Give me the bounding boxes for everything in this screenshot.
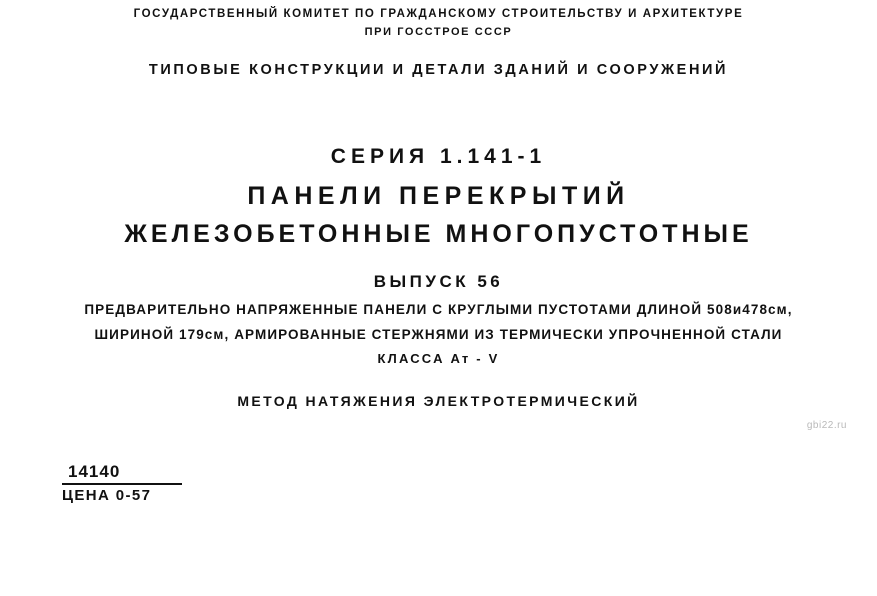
document-title-line-1: ПАНЕЛИ ПЕРЕКРЫТИЙ	[247, 182, 630, 210]
description-line-3: КЛАССА Ат - V	[377, 351, 500, 366]
method-line: МЕТОД НАТЯЖЕНИЯ ЭЛЕКТРОТЕРМИЧЕСКИЙ	[237, 393, 640, 409]
organization-line-1: ГОСУДАРСТВЕННЫЙ КОМИТЕТ ПО ГРАЖДАНСКОМУ СТРОИТЕЛЬСТВУ И АРХИТЕКТУРЕ	[133, 8, 744, 20]
watermark: gbi22.ru	[806, 420, 847, 431]
series-label: СЕРИЯ 1.141-1	[330, 145, 547, 168]
stamp-number: 14140	[68, 462, 121, 481]
description-line-1: ПРЕДВАРИТЕЛЬНО НАПРЯЖЕННЫЕ ПАНЕЛИ С КРУГЛЫМИ ПУСТОТАМИ ДЛИНОЙ 508и478см,	[84, 302, 793, 317]
series-collection-title: ТИПОВЫЕ КОНСТРУКЦИИ И ДЕТАЛИ ЗДАНИЙ И СООРУЖЕНИЙ	[148, 62, 729, 78]
price-stamp	[62, 462, 212, 505]
description-line-2: ШИРИНОЙ 179см, АРМИРОВАННЫЕ СТЕРЖНЯМИ ИЗ ТЕРМИЧЕСКИ УПРОЧНЕННОЙ СТАЛИ	[94, 327, 783, 342]
organization-line-2: ПРИ ГОССТРОЕ СССР	[364, 26, 513, 38]
stamp-divider	[62, 483, 182, 485]
stamp-price: ЦЕНА 0-57	[62, 487, 152, 504]
issue-label: ВЫПУСК 56	[373, 272, 504, 291]
document-title-line-2: ЖЕЛЕЗОБЕТОННЫЕ МНОГОПУСТОТНЫЕ	[124, 220, 753, 248]
